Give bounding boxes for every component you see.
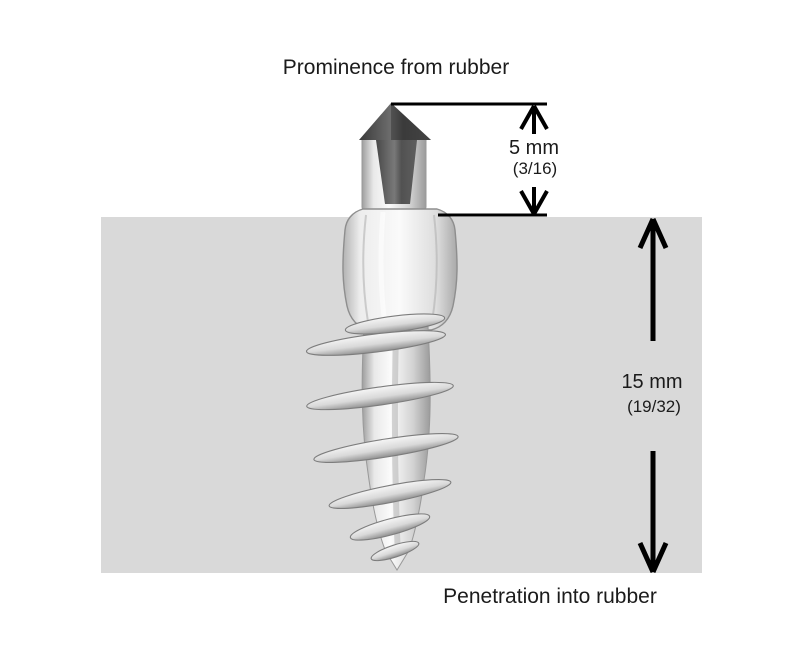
arrow-up-icon (521, 106, 547, 134)
stud-tip-cone-shade (391, 103, 431, 140)
penetration-fraction-label: (19/32) (627, 397, 681, 416)
penetration-value-label: 15 mm (621, 371, 683, 393)
prominence-value-label: 5 mm (509, 137, 559, 159)
bottom-caption-label: Penetration into rubber (443, 585, 657, 608)
title-label: Prominence from rubber (282, 56, 510, 79)
arrow-down-icon (521, 187, 547, 214)
stud-body (343, 209, 457, 330)
prominence-fraction-label: (3/16) (512, 159, 558, 178)
